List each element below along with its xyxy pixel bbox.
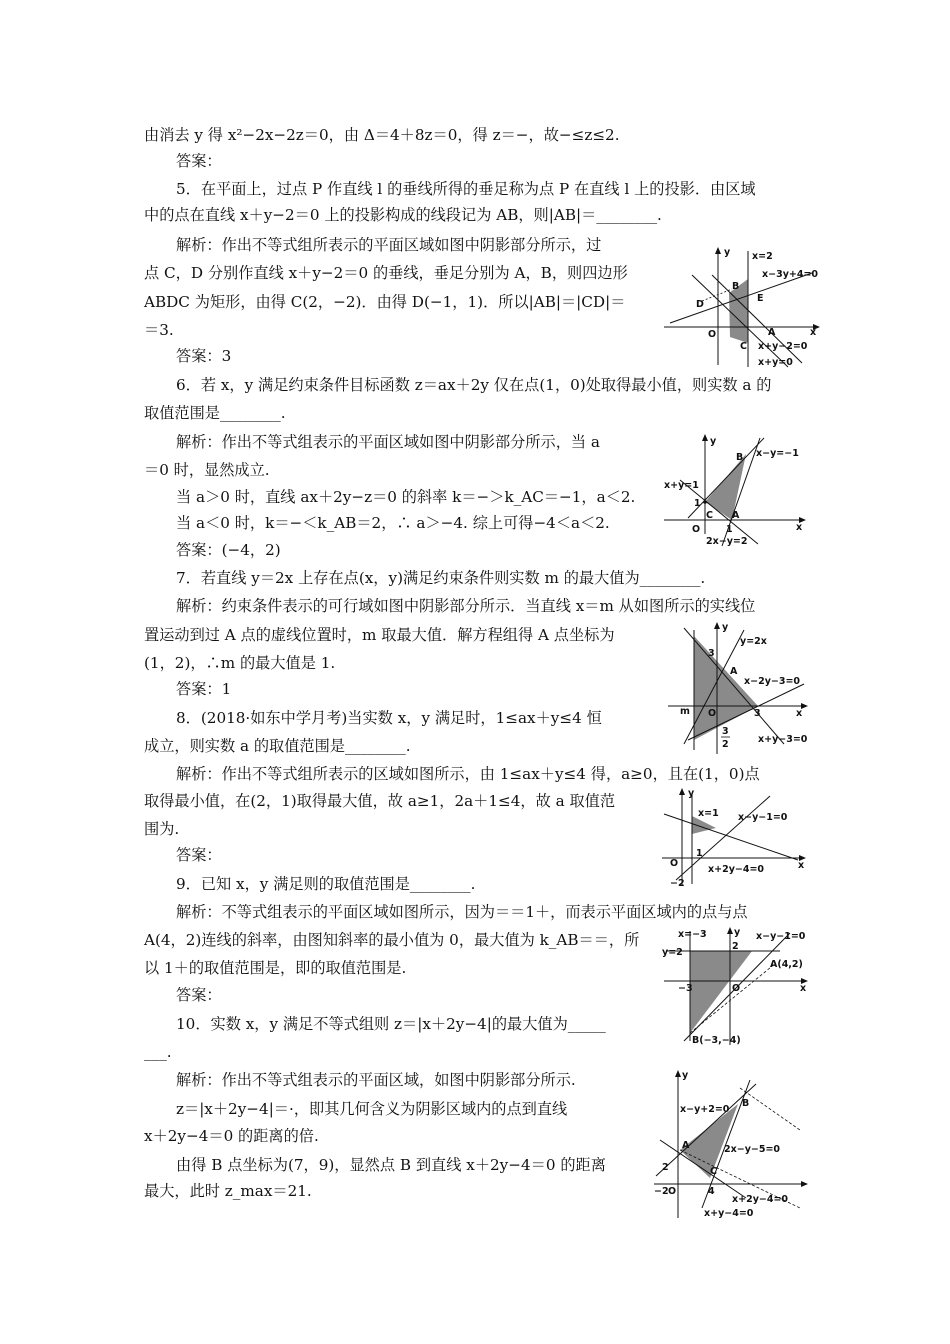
tick-label: 1 <box>726 524 733 535</box>
question-9: 9．已知 x，y 满足则的取值范围是________. <box>176 875 476 893</box>
text-line: 解析：作出不等式组表示的平面区域，如图中阴影部分所示. <box>176 1071 576 1089</box>
line-label: x−y−1=0 <box>738 812 788 823</box>
line-label: x−y−1=0 <box>756 931 806 942</box>
text-line: 置运动到过 A 点的虚线位置时，m 取最大值．解方程组得 A 点坐标为 <box>144 626 615 644</box>
line-label: x−y=−1 <box>756 448 799 459</box>
point-label: A(4,2) <box>770 959 803 970</box>
text-line: 围为. <box>144 820 180 838</box>
text-line: ＝0 时，显然成立. <box>144 461 270 479</box>
text-line: ＝3. <box>144 321 174 339</box>
origin-label: O <box>668 1186 677 1197</box>
tick-label: −3 <box>678 983 693 994</box>
text-line: 取得最小值，在(2，1)取得最大值，故 a≥1，2a＋1≤4，故 a 取值范 <box>144 792 616 810</box>
text-line: (1，2)，∴m 的最大值是 1. <box>144 654 336 672</box>
point-label: A <box>682 1140 690 1151</box>
question-5: 5．在平面上，过点 P 作直线 l 的垂线所得的垂足称为点 P 在直线 l 上的投影．由区域 <box>176 180 756 198</box>
line-label-m: m <box>680 706 690 717</box>
tick-label: 4 <box>708 1186 715 1197</box>
text-line: ABDC 为矩形，由得 C(2，−2)．由得 D(−1，1)．所以|AB|＝|CD|＝ <box>144 293 626 311</box>
line-label: 2x−y−5=0 <box>724 1144 781 1155</box>
point-label: C <box>706 510 713 521</box>
point-label: D <box>696 299 704 310</box>
point-label: B <box>736 452 744 463</box>
text-line: ___. <box>144 1043 172 1061</box>
tick-label: 2 <box>662 1162 669 1173</box>
text-line: 解析：不等式组表示的平面区域如图所示，因为＝＝1＋，而表示平面区域内的点与点 <box>176 903 748 921</box>
line-label: y=2x <box>740 636 767 647</box>
point-label: A <box>732 510 740 521</box>
tick-label: −2 <box>654 1186 669 1197</box>
origin-label: O <box>692 524 701 535</box>
line-label: 2x−y=2 <box>706 536 748 547</box>
text-line: x＋2y−4＝0 的距离的倍. <box>144 1127 319 1145</box>
line-label: x−3y+4=0 <box>762 269 819 280</box>
figure-q7 <box>664 620 814 756</box>
answer-label: 答案： <box>176 152 222 170</box>
tick-label: 1 <box>694 498 701 509</box>
text-line: A(4，2)连线的斜率，由图知斜率的最小值为 0，最大值为 k_AB＝＝，所 <box>144 931 640 949</box>
line-label: x+2y−4=0 <box>708 864 765 875</box>
axis-label-x: x <box>798 860 805 871</box>
line-label: x+y=0 <box>758 357 793 368</box>
text-line: 当 a＜0 时，k＝−＜k_AB＝2，∴ a＞−4. 综上可得−4＜a＜2. <box>176 514 610 532</box>
figure-q9 <box>660 925 812 1047</box>
axis-label-y: y <box>724 247 731 258</box>
tick-label: 3 <box>708 648 715 659</box>
answer-label: 答案：(−4，2) <box>176 541 281 559</box>
question-8: 8．(2018·如东中学月考)当实数 x，y 满足时，1≤ax＋y≤4 恒 <box>176 709 602 727</box>
tick-label: 3 <box>754 708 761 719</box>
line-label: x−y+2=0 <box>680 1104 730 1115</box>
answer-label: 答案：1 <box>176 680 232 698</box>
text-line: 解析：作出不等式组所表示的平面区域如图中阴影部分所示，过 <box>176 236 602 254</box>
axis-label-y: y <box>688 788 695 799</box>
figure-q5 <box>662 245 822 373</box>
text-line: 成立，则实数 a 的取值范围是________. <box>144 737 411 755</box>
line-label: x+y−2=0 <box>758 341 808 352</box>
text-line: 最大，此时 z_max＝21. <box>144 1182 312 1200</box>
figure-q6 <box>660 432 810 550</box>
tick-label: 1 <box>696 848 703 859</box>
axis-label-y: y <box>682 1070 689 1081</box>
point-label: A <box>730 666 738 677</box>
text-line: 由得 B 点坐标为(7，9)，显然点 B 到直线 x＋2y−4＝0 的距离 <box>176 1156 606 1174</box>
question-6: 6．若 x，y 满足约束条件目标函数 z＝ax＋2y 仅在点(1，0)处取得最小值，则实数 a 的 <box>176 376 772 394</box>
axis-label-x: x <box>810 327 817 338</box>
text-line: 解析：作出不等式组表示的平面区域如图中阴影部分所示，当 a <box>176 433 600 451</box>
axis-label-y: y <box>710 436 717 447</box>
answer-label: 答案： <box>176 846 222 864</box>
line-label: x+y=1 <box>664 480 699 491</box>
axis-label-x: x <box>796 708 803 719</box>
point-label: E <box>757 293 764 304</box>
point-label: A <box>768 327 776 338</box>
text-line: 中的点在直线 x＋y−2＝0 上的投影构成的线段记为 AB，则|AB|＝________. <box>144 206 662 224</box>
origin-label: O <box>708 329 717 340</box>
figure-q10 <box>650 1068 810 1220</box>
answer-label: 答案：3 <box>176 347 232 365</box>
point-label: B(−3,−4) <box>692 1035 741 1046</box>
line-label: x−2y−3=0 <box>744 676 801 687</box>
tick-label: −2 <box>670 878 685 889</box>
text-line: 取值范围是________. <box>144 404 286 422</box>
line-label: y=2 <box>662 947 683 958</box>
origin-label: O <box>670 858 679 869</box>
line-label: x+y−4=0 <box>704 1208 754 1219</box>
origin-label: O <box>708 708 717 719</box>
tick-label: 2 <box>732 941 739 952</box>
text-line: 由消去 y 得 x²−2x−2z＝0，由 Δ＝4＋8z＝0，得 z＝−，故−≤z≤2. <box>144 126 620 144</box>
text-line: 以 1＋的取值范围是，即的取值范围是. <box>144 959 407 977</box>
point-label: B <box>732 281 740 292</box>
text-line: 解析：约束条件表示的可行域如图中阴影部分所示．当直线 x＝m 从如图所示的实线位 <box>176 597 756 615</box>
axis-label-x: x <box>800 983 807 994</box>
answer-label: 答案： <box>176 986 222 1004</box>
fraction-denominator: 2 <box>722 739 729 750</box>
text-line: 点 C，D 分别作直线 x＋y−2＝0 的垂线，垂足分别为 A，B，则四边形 <box>144 264 628 282</box>
line-label: x=1 <box>698 808 719 819</box>
question-10: 10．实数 x，y 满足不等式组则 z＝|x＋2y−4|的最大值为_____ <box>176 1015 606 1033</box>
line-label: x=−3 <box>678 929 707 940</box>
text-line: 当 a＞0 时，直线 ax＋2y−z＝0 的斜率 k＝−＞k_AC＝−1，a＜2. <box>176 488 636 506</box>
text-line: 解析：作出不等式组所表示的区域如图所示，由 1≤ax＋y≤4 得，a≥0，且在(1，0)点 <box>176 765 760 783</box>
point-label: C <box>740 341 747 352</box>
line-label: x+2y−4=0 <box>732 1194 789 1205</box>
line-label: x=2 <box>752 251 773 262</box>
text-line: z＝|x＋2y−4|＝·，即其几何含义为阴影区域内的点到直线 <box>176 1100 568 1118</box>
line-label: x+y−3=0 <box>758 734 808 745</box>
origin-label: O <box>732 983 741 994</box>
axis-label-y: y <box>734 927 741 938</box>
axis-label-x: x <box>796 522 803 533</box>
point-label: B <box>742 1098 750 1109</box>
axis-label-y: y <box>722 622 729 633</box>
question-7: 7．若直线 y＝2x 上存在点(x，y)满足约束条件则实数 m 的最大值为________. <box>176 569 706 587</box>
point-label: C <box>710 1166 717 1177</box>
figure-q8 <box>658 786 808 890</box>
fraction-numerator: 3 <box>722 726 729 737</box>
